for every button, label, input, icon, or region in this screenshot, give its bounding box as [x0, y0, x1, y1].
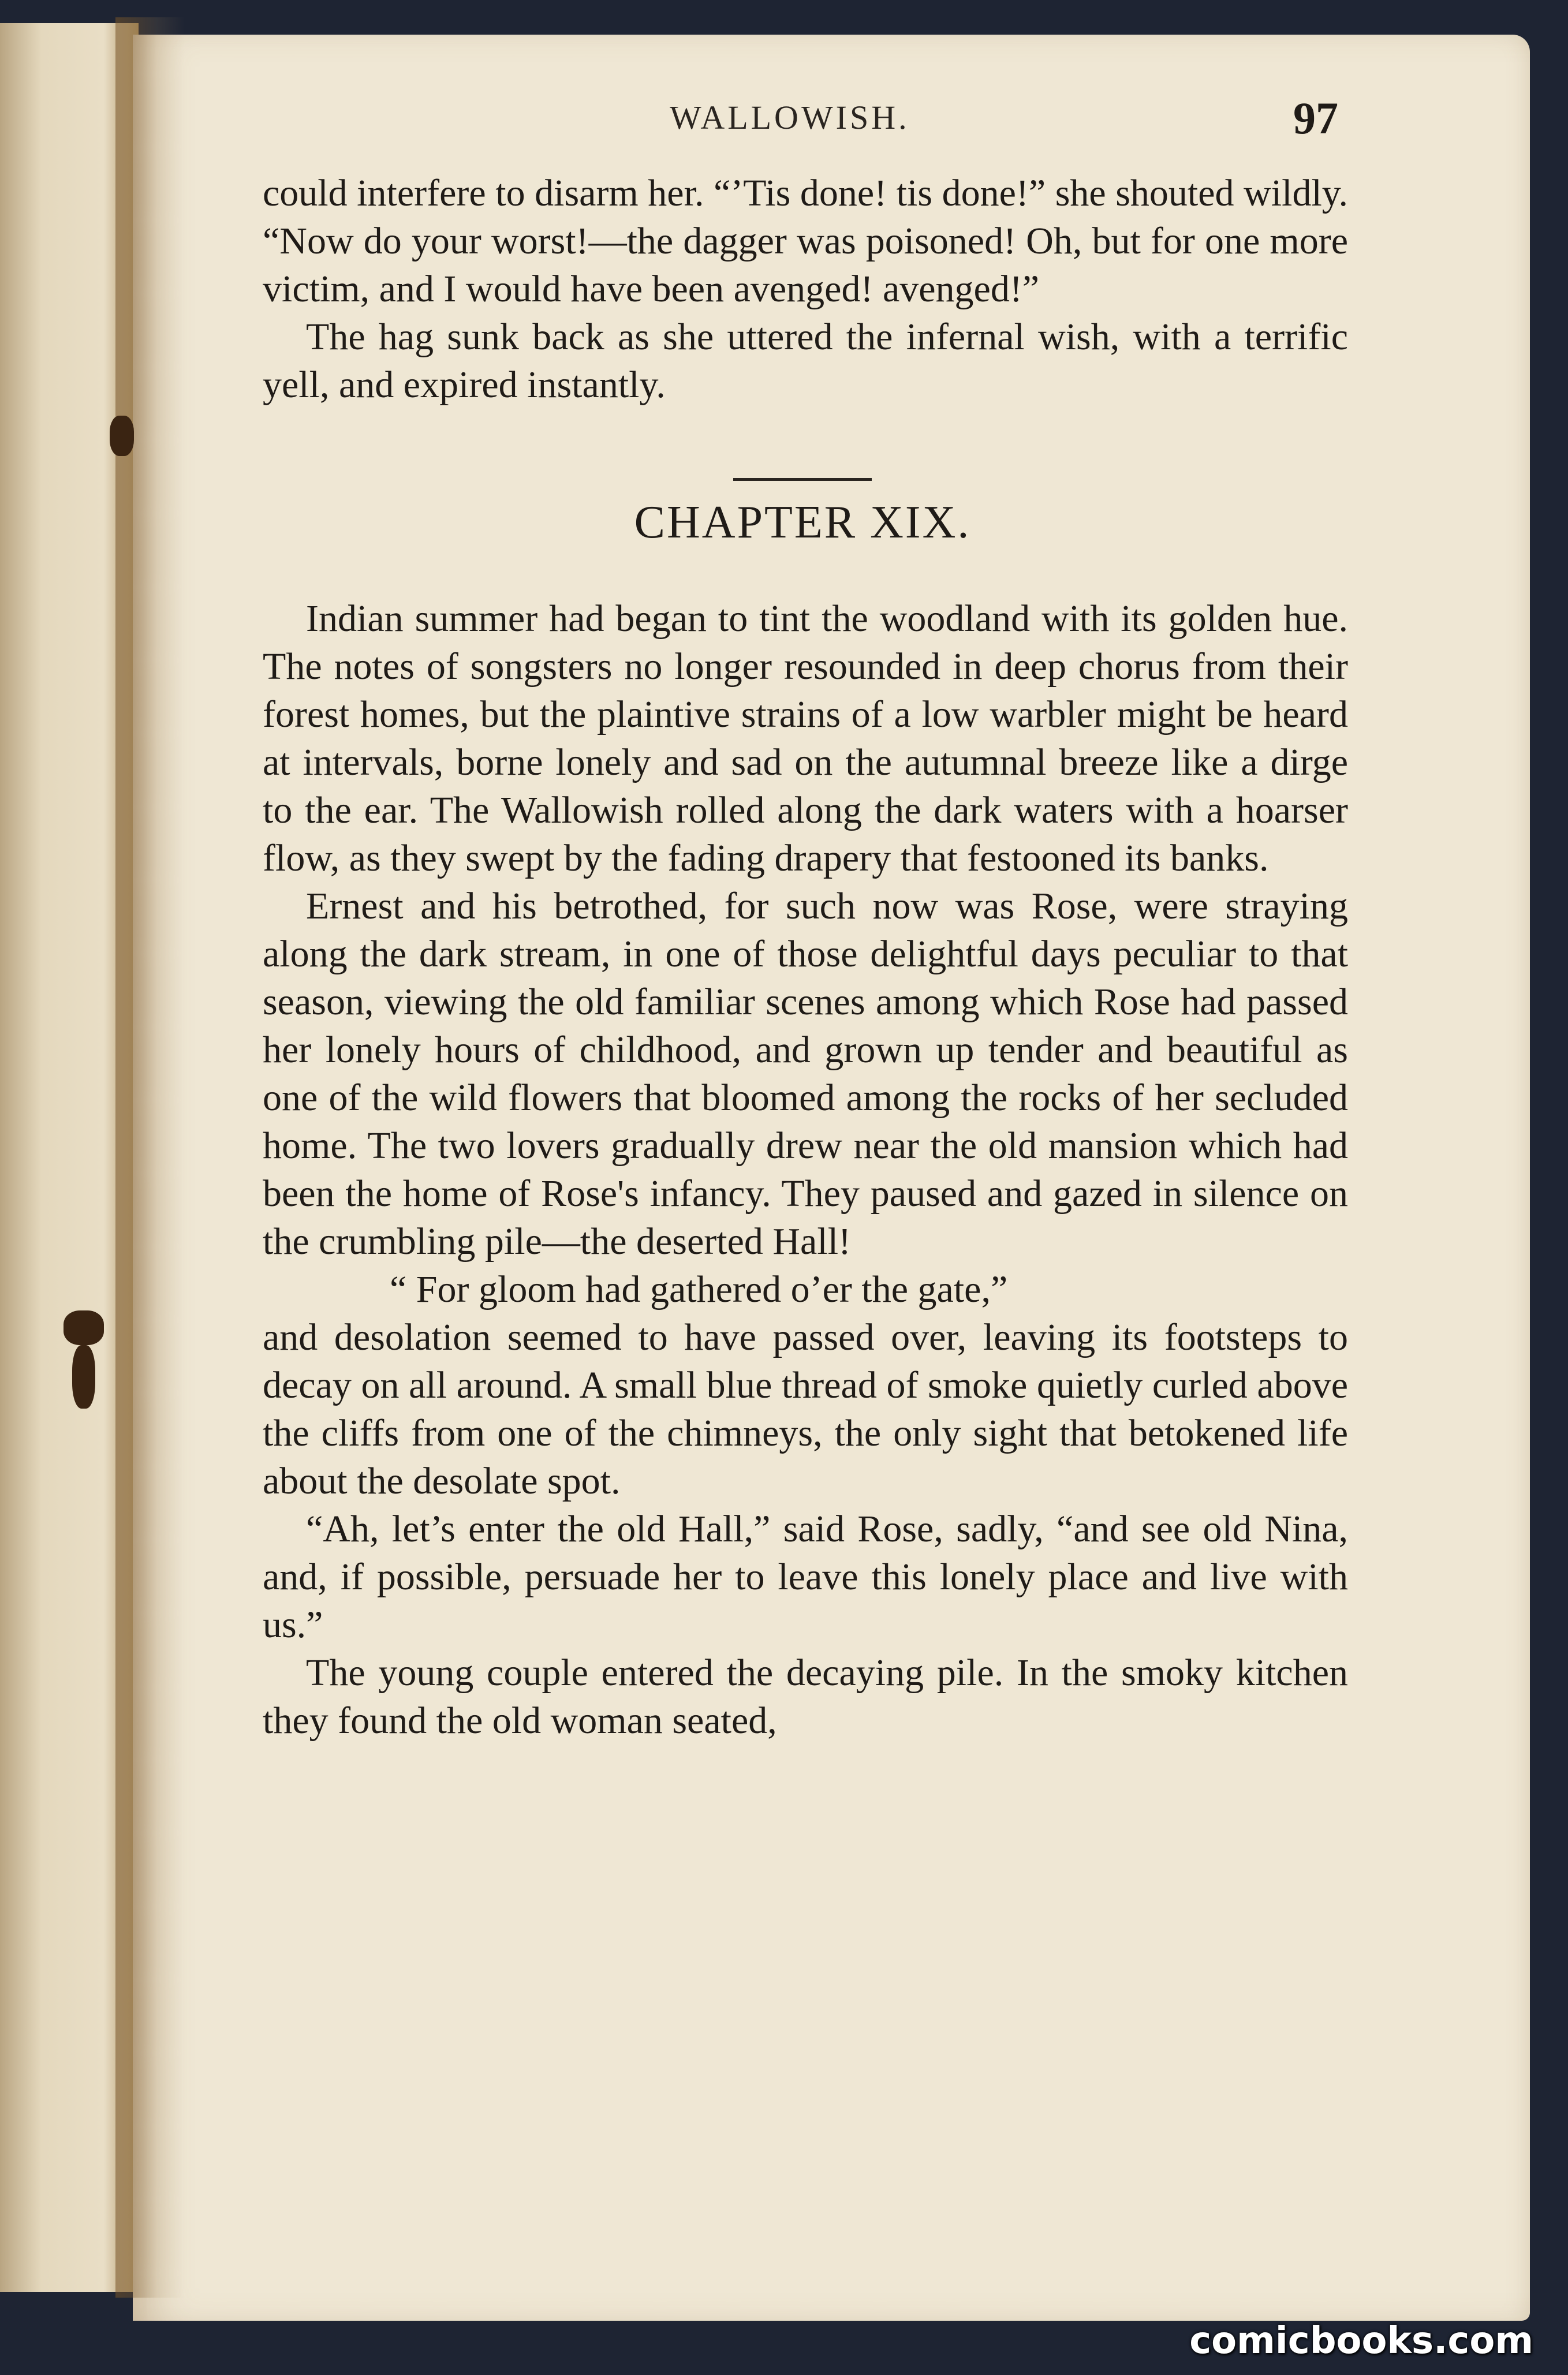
continued-text: [263, 169, 1348, 409]
binding-thread-hole: [110, 416, 134, 456]
paragraph: Indian summer had began to tint the woodland with its golden hue. The notes of songsters no longer resounded in deep chorus from their forest homes, but the plaintive strains of a low warbler might be heard at intervals, borne lonely and sad on the autumnal breeze like a dirge to the ear. The Wallowish rolled along the dark waters with a hoarser flow, as they swept by the fading drapery that festooned its banks.: [263, 598, 1348, 879]
paragraph: The young couple entered the decaying pile. In the smoky kitchen they found the old woman seated,: [263, 1652, 1348, 1742]
binding-thread-hole: [72, 1345, 95, 1409]
chapter-title: CHAPTER XIX.: [634, 497, 971, 548]
site-watermark: comicbooks.com: [1189, 2320, 1533, 2362]
paragraph: Ernest and his betrothed, for such now was Rose, were straying along the dark stream, in one of those delightful days peculiar to that season, viewing the old familiar scenes among which Rose had passed her lonely hours of childhood, and grown up tender and beautiful as one of the wild flowers that bloomed among the rocks of her secluded home. The two lovers gradually drew near the old mansion which had been the home of Rose's infancy. They paused and gazed in silence on the crumbling pile—the deserted Hall!: [263, 885, 1348, 1263]
page-number: 97: [1293, 93, 1338, 143]
binding-thread-hole: [64, 1310, 104, 1345]
verse-quote: “ For gloom had gathered o’er the gate,”: [390, 1268, 1008, 1310]
paragraph: “Ah, let’s enter the old Hall,” said Rose, sadly, “and see old Nina, and, if possible, persuade her to leave this lonely place and live with us.”: [263, 1508, 1348, 1646]
paragraph-continuation: and desolation seemed to have passed over, leaving its footsteps to decay on all around. A small blue thread of smoke quietly curled above the cliffs from one of the chimneys, the only sight that betokened life about the desolate spot.: [263, 1316, 1348, 1502]
paragraph: The hag sunk back as she uttered the infernal wish, with a terrific yell, and expired instantly.: [263, 316, 1348, 406]
paragraph: could interfere to disarm her. “’Tis done! tis done!” she shouted wildly. “Now do your worst!—the dagger was poisoned! Oh, but for one more victim, and I would have been avenged! avenged!”: [263, 172, 1348, 310]
running-head: WALLOWISH.: [670, 99, 910, 136]
section-divider: [733, 478, 872, 481]
chapter-body: [263, 595, 1348, 1745]
book-spine: [115, 17, 185, 2298]
